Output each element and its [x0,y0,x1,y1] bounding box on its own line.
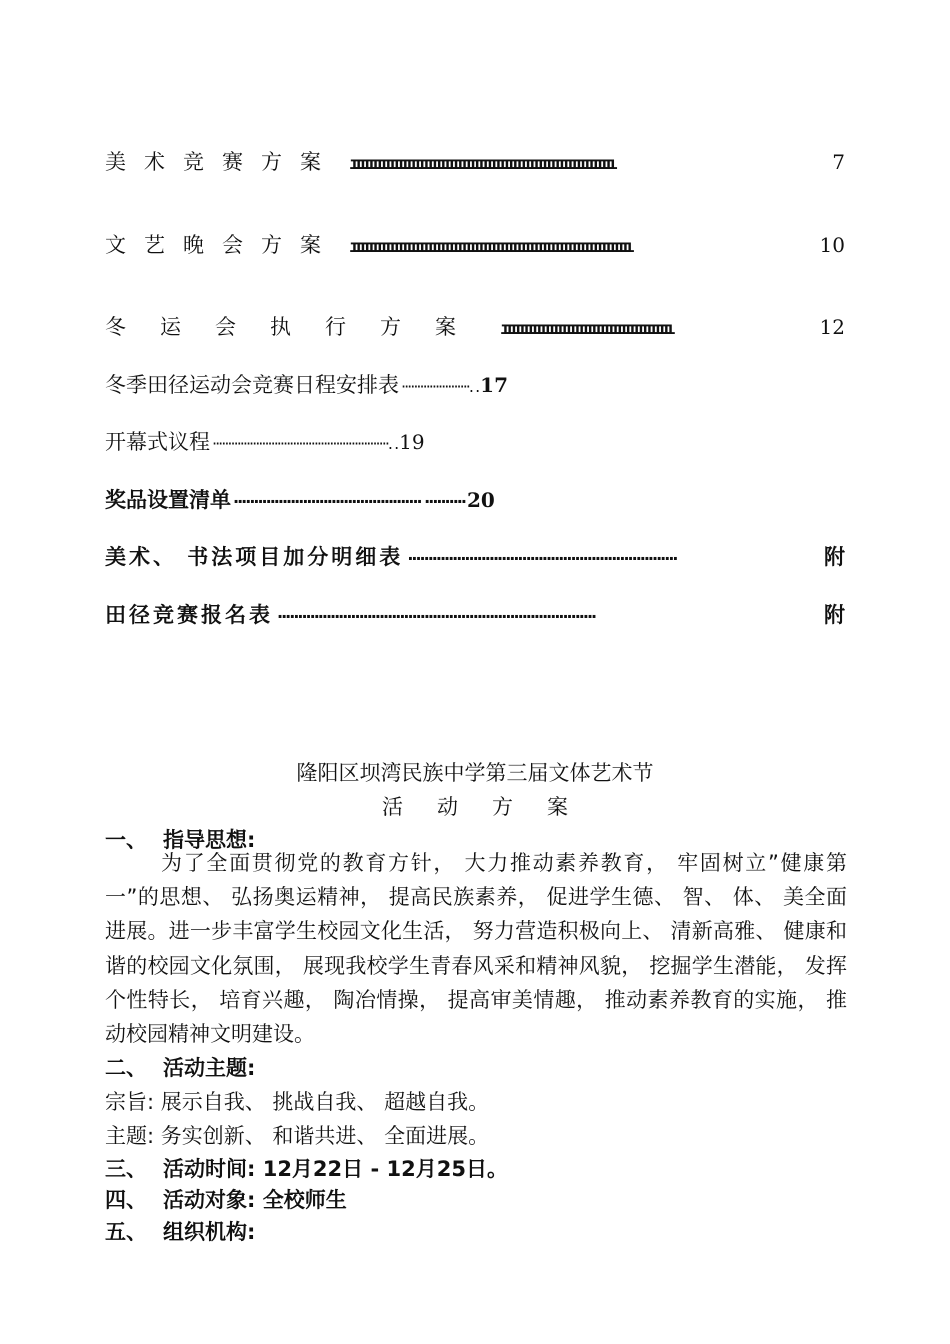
section-number: 三、 [105,1157,147,1181]
toc-page-number: 7 [832,150,845,174]
guiding-paragraph: 为了全面贯彻党的教育方针， 大力推动素养教育， 牢固树立”健康第一”的思想、 弘扬奥运精神， 提高民族素养， 促进学生德、 智、 体、 美全面进展。进一步丰富学生校园文化生活， 努力营造积极向上、 清新高雅、 健康和谐的校园文化氛围， 展现我校学生青春风采和精神风貌， 挖掘学生潜能， 发挥个性特长， 培育兴趣， 陶冶情操， 提高审美情趣， 推动素养教育的实施， 推动校园精神文明建设。 [105,851,847,1047]
toc-leader: ıııııııııııııııııııııııııııııııııııııııııııııııııııııııııııııı [349,154,612,174]
toc-page-number: 19 [399,430,425,454]
section-number: 五、 [105,1220,147,1244]
toc-item-prize-list[interactable] [105,484,495,514]
toc-leader: ······················. . [401,377,479,396]
toc-item-registration-form[interactable] [105,599,845,629]
toc-item-bonus-points-table[interactable] [105,541,845,571]
toc-item-art-competition[interactable] [105,146,845,176]
theme-line: 主题: 务实创新、 和谐共进、 全面进展。 [105,1124,490,1148]
toc-leader: ıııııııııııııııııııııııııııııııııııııııııııııııııııııııııııııııııı [349,237,629,257]
toc-leader: ·············································································· [277,607,596,626]
section-heading-organization [105,1216,255,1246]
section-label: 活动主题: [163,1056,256,1080]
section-heading-theme [105,1052,255,1082]
toc-page-number: 附 [824,603,845,627]
toc-leader: ıııııııııııııııııııııııııııııııııııııııı [500,319,670,339]
toc-item-opening-agenda[interactable] [105,426,425,456]
toc-item-title: 开幕式议程 [105,430,210,454]
toc-page-number: 12 [819,315,845,339]
document-title: 隆阳区坝湾民族中学第三届文体艺术节 [296,761,654,785]
section-number: 四、 [105,1188,147,1212]
purpose-line: 宗旨: 展示自我、 挑战自我、 超越自我。 [105,1090,490,1114]
toc-item-schedule[interactable] [105,369,508,399]
toc-item-evening-gala[interactable] [105,229,845,259]
toc-page-number: 附 [824,545,845,569]
document-subtitle: 活动方案 [382,795,602,819]
section-heading-time [105,1153,508,1183]
section-label: 活动对象: 全校师生 [163,1188,347,1212]
section-heading-participants [105,1184,347,1214]
section-number: 二、 [105,1056,147,1080]
toc-item-winter-games-plan[interactable] [105,311,845,341]
toc-leader: ·············································· ·········· [233,492,465,511]
toc-page-number: 20 [466,488,495,512]
toc-leader: ·························································. . [212,434,398,453]
toc-item-title: 奖品设置清单 [105,488,231,512]
toc-leader: ·································································· [407,549,677,568]
toc-item-title: 田径竞赛报名表 [105,603,273,627]
section-label: 组织机构: [163,1220,256,1244]
toc-item-title: 冬季田径运动会竞赛日程安排表 [105,373,399,397]
section-number: 一、 [105,828,147,852]
toc-item-title: 冬运会执行方案 [105,315,490,339]
toc-item-title: 文艺晚会方案 [105,233,339,257]
section-label: 指导思想: [163,828,256,852]
section-label: 活动时间: 12月22日 - 12月25日。 [163,1157,508,1181]
toc-page-number: 17 [480,373,508,397]
toc-item-title: 美术竞赛方案 [105,150,339,174]
toc-page-number: 10 [819,233,845,257]
toc-item-title: 美术、 书法项目加分明细表 [105,545,404,569]
